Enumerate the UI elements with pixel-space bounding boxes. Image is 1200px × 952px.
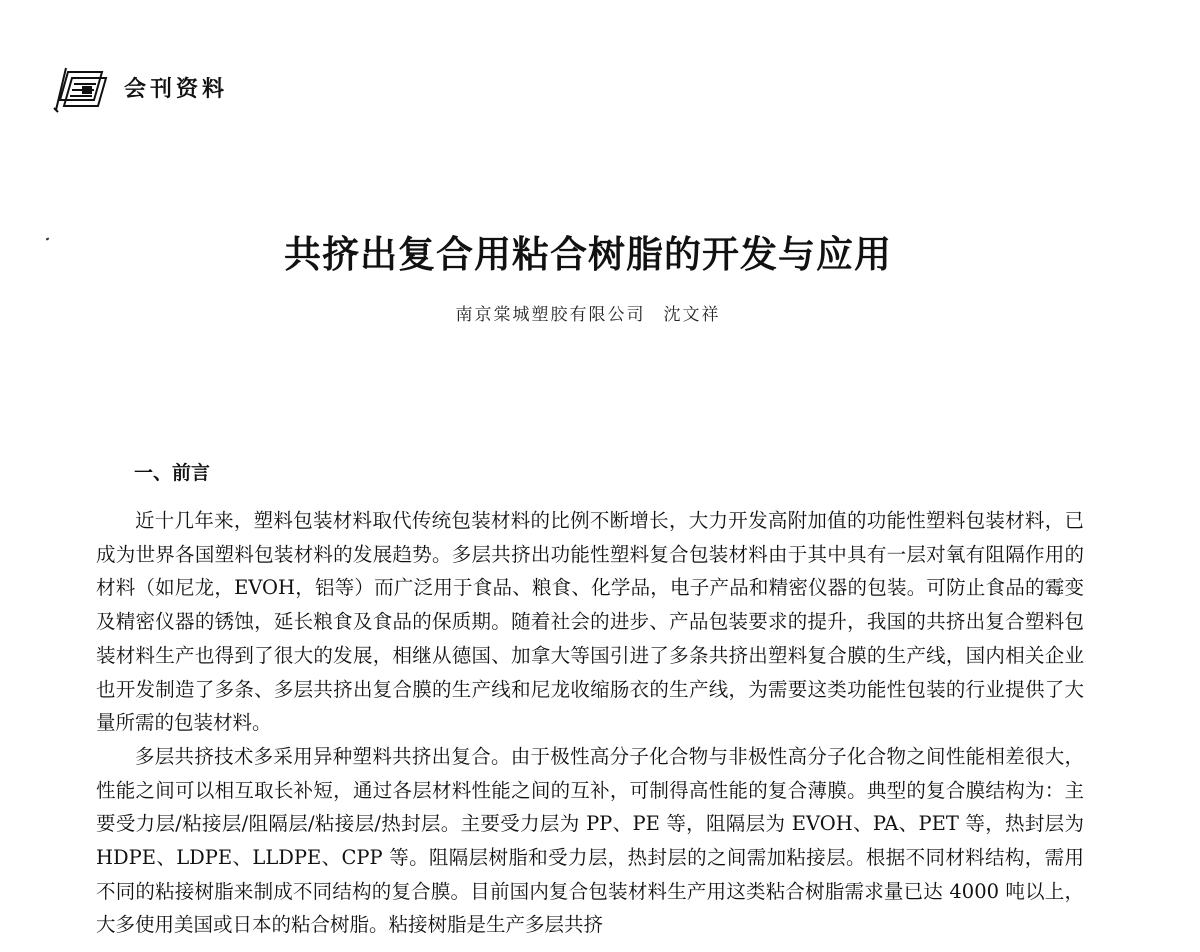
- affiliation: 南京棠城塑胶有限公司: [455, 305, 646, 325]
- section-label: 会刊资料: [124, 77, 229, 102]
- article-title: 共挤出复合用粘合树脂的开发与应用: [284, 233, 892, 276]
- paragraph: 近十几年来，塑料包装材料取代传统包装材料的比例不断增长，大力开发高附加值的功能性塑料包装材料，已成为世界各国塑料包装材料的发展趋势。多层共挤出功能性塑料复合包装材料由于其中具有一层对氧有阻隔作用的材料（如尼龙，EVOH，铝等）而广泛用于食品、粮食、化学品，电子产品和精密仪器的包装。可防止食品的霉变及精密仪器的锈蚀，延长粮食及食品的保质期。随着社会的进步、产品包装要求的提升，我国的共挤出复合塑料包装材料生产也得到了很大的发展，相继从德国、加拿大等国引进了多条共挤出塑料复合膜的生产线，国内相关企业也开发制造了多条、多层共挤出复合膜的生产线和尼龙收缩肠衣的生产线，为需要这类功能性包装的行业提供了大量所需的包装材料。: [96, 509, 1084, 735]
- paragraph: 多层共挤技术多采用异种塑料共挤出复合。由于极性高分子化合物与非极性高分子化合物之间性能相差很大，性能之间可以相互取长补短，通过各层材料性能之间的互补，可制得高性能的复合薄膜。典型的复合膜结构为：主要受力层/粘接层/阻隔层/粘接层/热封层。主要受力层为 PP、PE 等，阻隔层为 EVOH、PA、PET 等，热封层为 HDPE、LDPE、LLDPE、CPP 等。阻隔层树脂和受力层，热封层的之间需加粘接层。根据不同材料结构，需用不同的粘接树脂来制成不同结构的复合膜。目前国内复合包装材料生产用这类粘合树脂需求量已达 4000 吨以上，大多使用美国或日本的粘合树脂。粘接树脂是生产多层共挤: [96, 744, 1084, 937]
- byline: [0, 300, 1176, 325]
- author-name: 沈文祥: [663, 305, 721, 325]
- journal-quill-icon: [52, 62, 112, 114]
- body-text: [96, 504, 1084, 942]
- section-heading: 一、前言: [134, 462, 211, 484]
